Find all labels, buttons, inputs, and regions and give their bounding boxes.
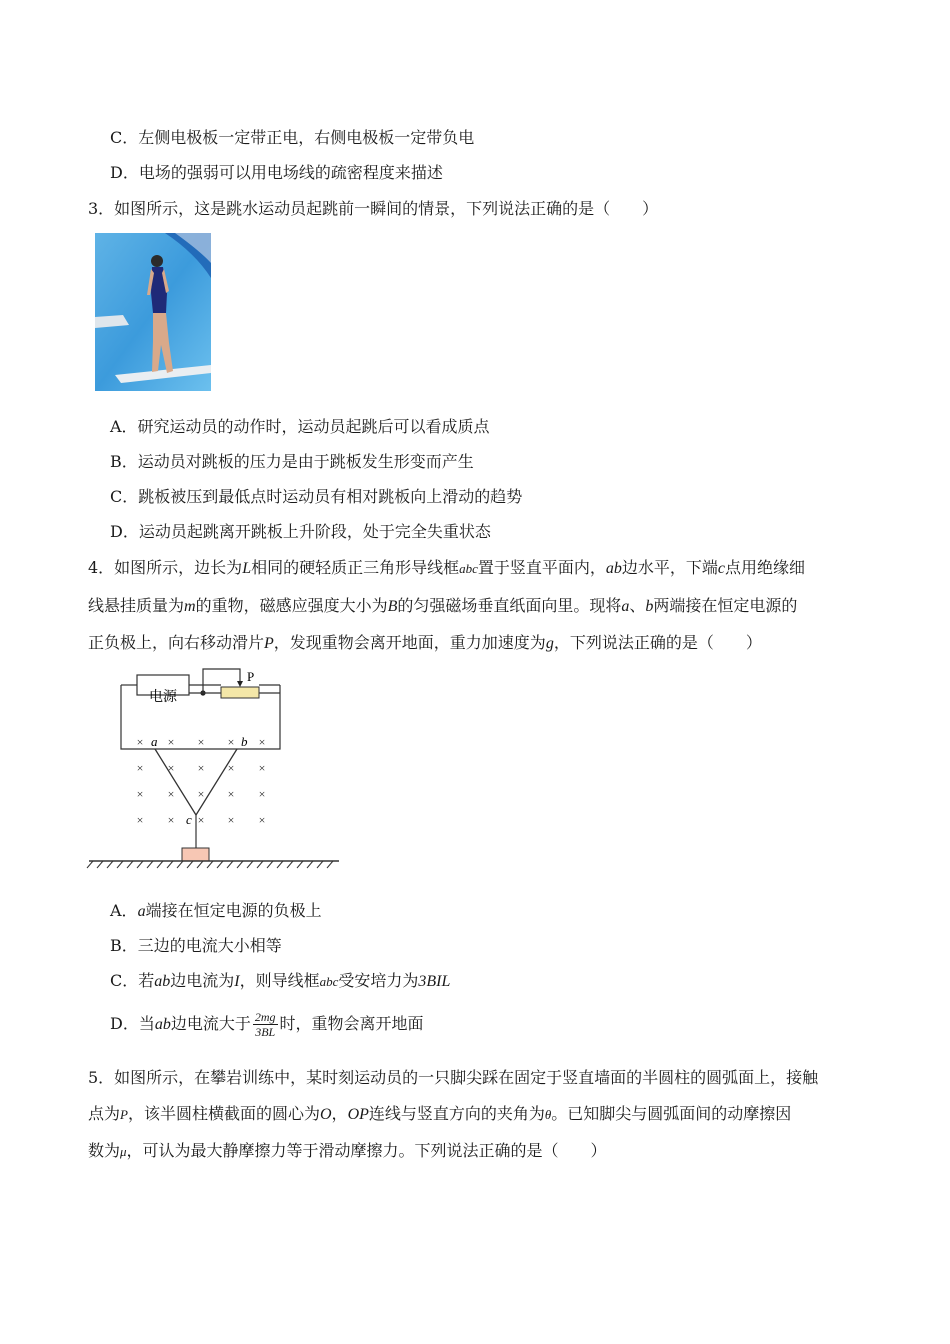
circuit-diagram [85,665,345,870]
svg-text:×: × [227,761,235,775]
svg-text:×: × [167,813,175,827]
svg-text:×: × [258,735,266,749]
slider-label: P [247,669,255,684]
label-a: a [151,734,158,749]
q4-stem-line1: 4．如图所示，边长为L相同的硬轻质正三角形导线框abc置于竖直平面内，ab边水平，下端c点用绝缘细 [88,558,806,577]
svg-text:×: × [167,787,175,801]
q3-stem: 3．如图所示，这是跳水运动员起跳前一瞬间的情景，下列说法正确的是（ ） [88,199,659,218]
svg-text:×: × [227,813,235,827]
svg-text:×: × [197,735,205,749]
q2-option-d: D．电场的强弱可以用电场线的疏密程度来描述 [110,163,443,182]
q5-stem-line2: 点为P，该半圆柱横截面的圆心为O，OP连线与竖直方向的夹角为θ。已知脚尖与圆弧面间的动摩擦因 [88,1104,792,1123]
svg-text:×: × [167,735,175,749]
slider-arrow [237,681,243,687]
q2-option-c: C．左侧电极板一定带正电，右侧电极板一定带负电 [110,128,475,147]
triangle-frame [155,749,237,815]
svg-text:×: × [258,787,266,801]
svg-text:×: × [197,761,205,775]
svg-text:×: × [136,761,144,775]
q4-option-a: A．a端接在恒定电源的负极上 [110,901,322,920]
label-c: c [186,812,192,827]
diver-photo [95,233,211,391]
q3-option-d: D．运动员起跳离开跳板上升阶段，处于完全失重状态 [110,522,491,541]
q5-stem-line1: 5．如图所示，在攀岩训练中，某时刻运动员的一只脚尖踩在固定于竖直墙面的半圆柱的圆弧面上，接触 [88,1068,819,1087]
svg-text:×: × [258,813,266,827]
q4-stem-line2: 线悬挂质量为m的重物，磁感应强度大小为B的匀强磁场垂直纸面向里。现将a、b两端接在恒定电源的 [88,596,798,615]
q3-option-c: C．跳板被压到最低点时运动员有相对跳板向上滑动的趋势 [110,487,523,506]
svg-text:×: × [197,813,205,827]
svg-text:×: × [258,761,266,775]
q4-stem-line3: 正负极上，向右移动滑片P，发现重物会离开地面，重力加速度为g，下列说法正确的是（ ） [88,633,762,652]
diver-head [151,255,163,267]
q4-option-c: C．若ab边电流为I，则导线框abc受安培力为3BIL [110,971,451,990]
q3-option-a: A．研究运动员的动作时，运动员起跳后可以看成质点 [110,417,490,436]
rheostat [221,687,259,698]
label-b: b [241,734,248,749]
q4-option-d: D．当ab边电流大于 $\frac{2mg}{3BL}$ 时，重物会离开地面 [110,1010,424,1039]
fraction-2mg-over-3bl: $\frac{2mg}{3BL}$ [254,1010,276,1039]
q5-stem-line3: 数为μ，可认为最大静摩擦力等于滑动摩擦力。下列说法正确的是（ ） [88,1141,607,1160]
svg-text:×: × [227,787,235,801]
svg-text:×: × [136,813,144,827]
svg-text:×: × [167,761,175,775]
svg-text:×: × [227,735,235,749]
q3-option-b: B．运动员对跳板的压力是由于跳板发生形变而产生 [110,452,474,471]
power-source-label: 电源 [149,689,177,705]
weight-block [182,848,209,861]
ground-hatching [87,861,333,868]
svg-text:×: × [136,735,144,749]
svg-text:×: × [197,787,205,801]
svg-text:×: × [136,787,144,801]
q4-option-b: B．三边的电流大小相等 [110,936,282,955]
